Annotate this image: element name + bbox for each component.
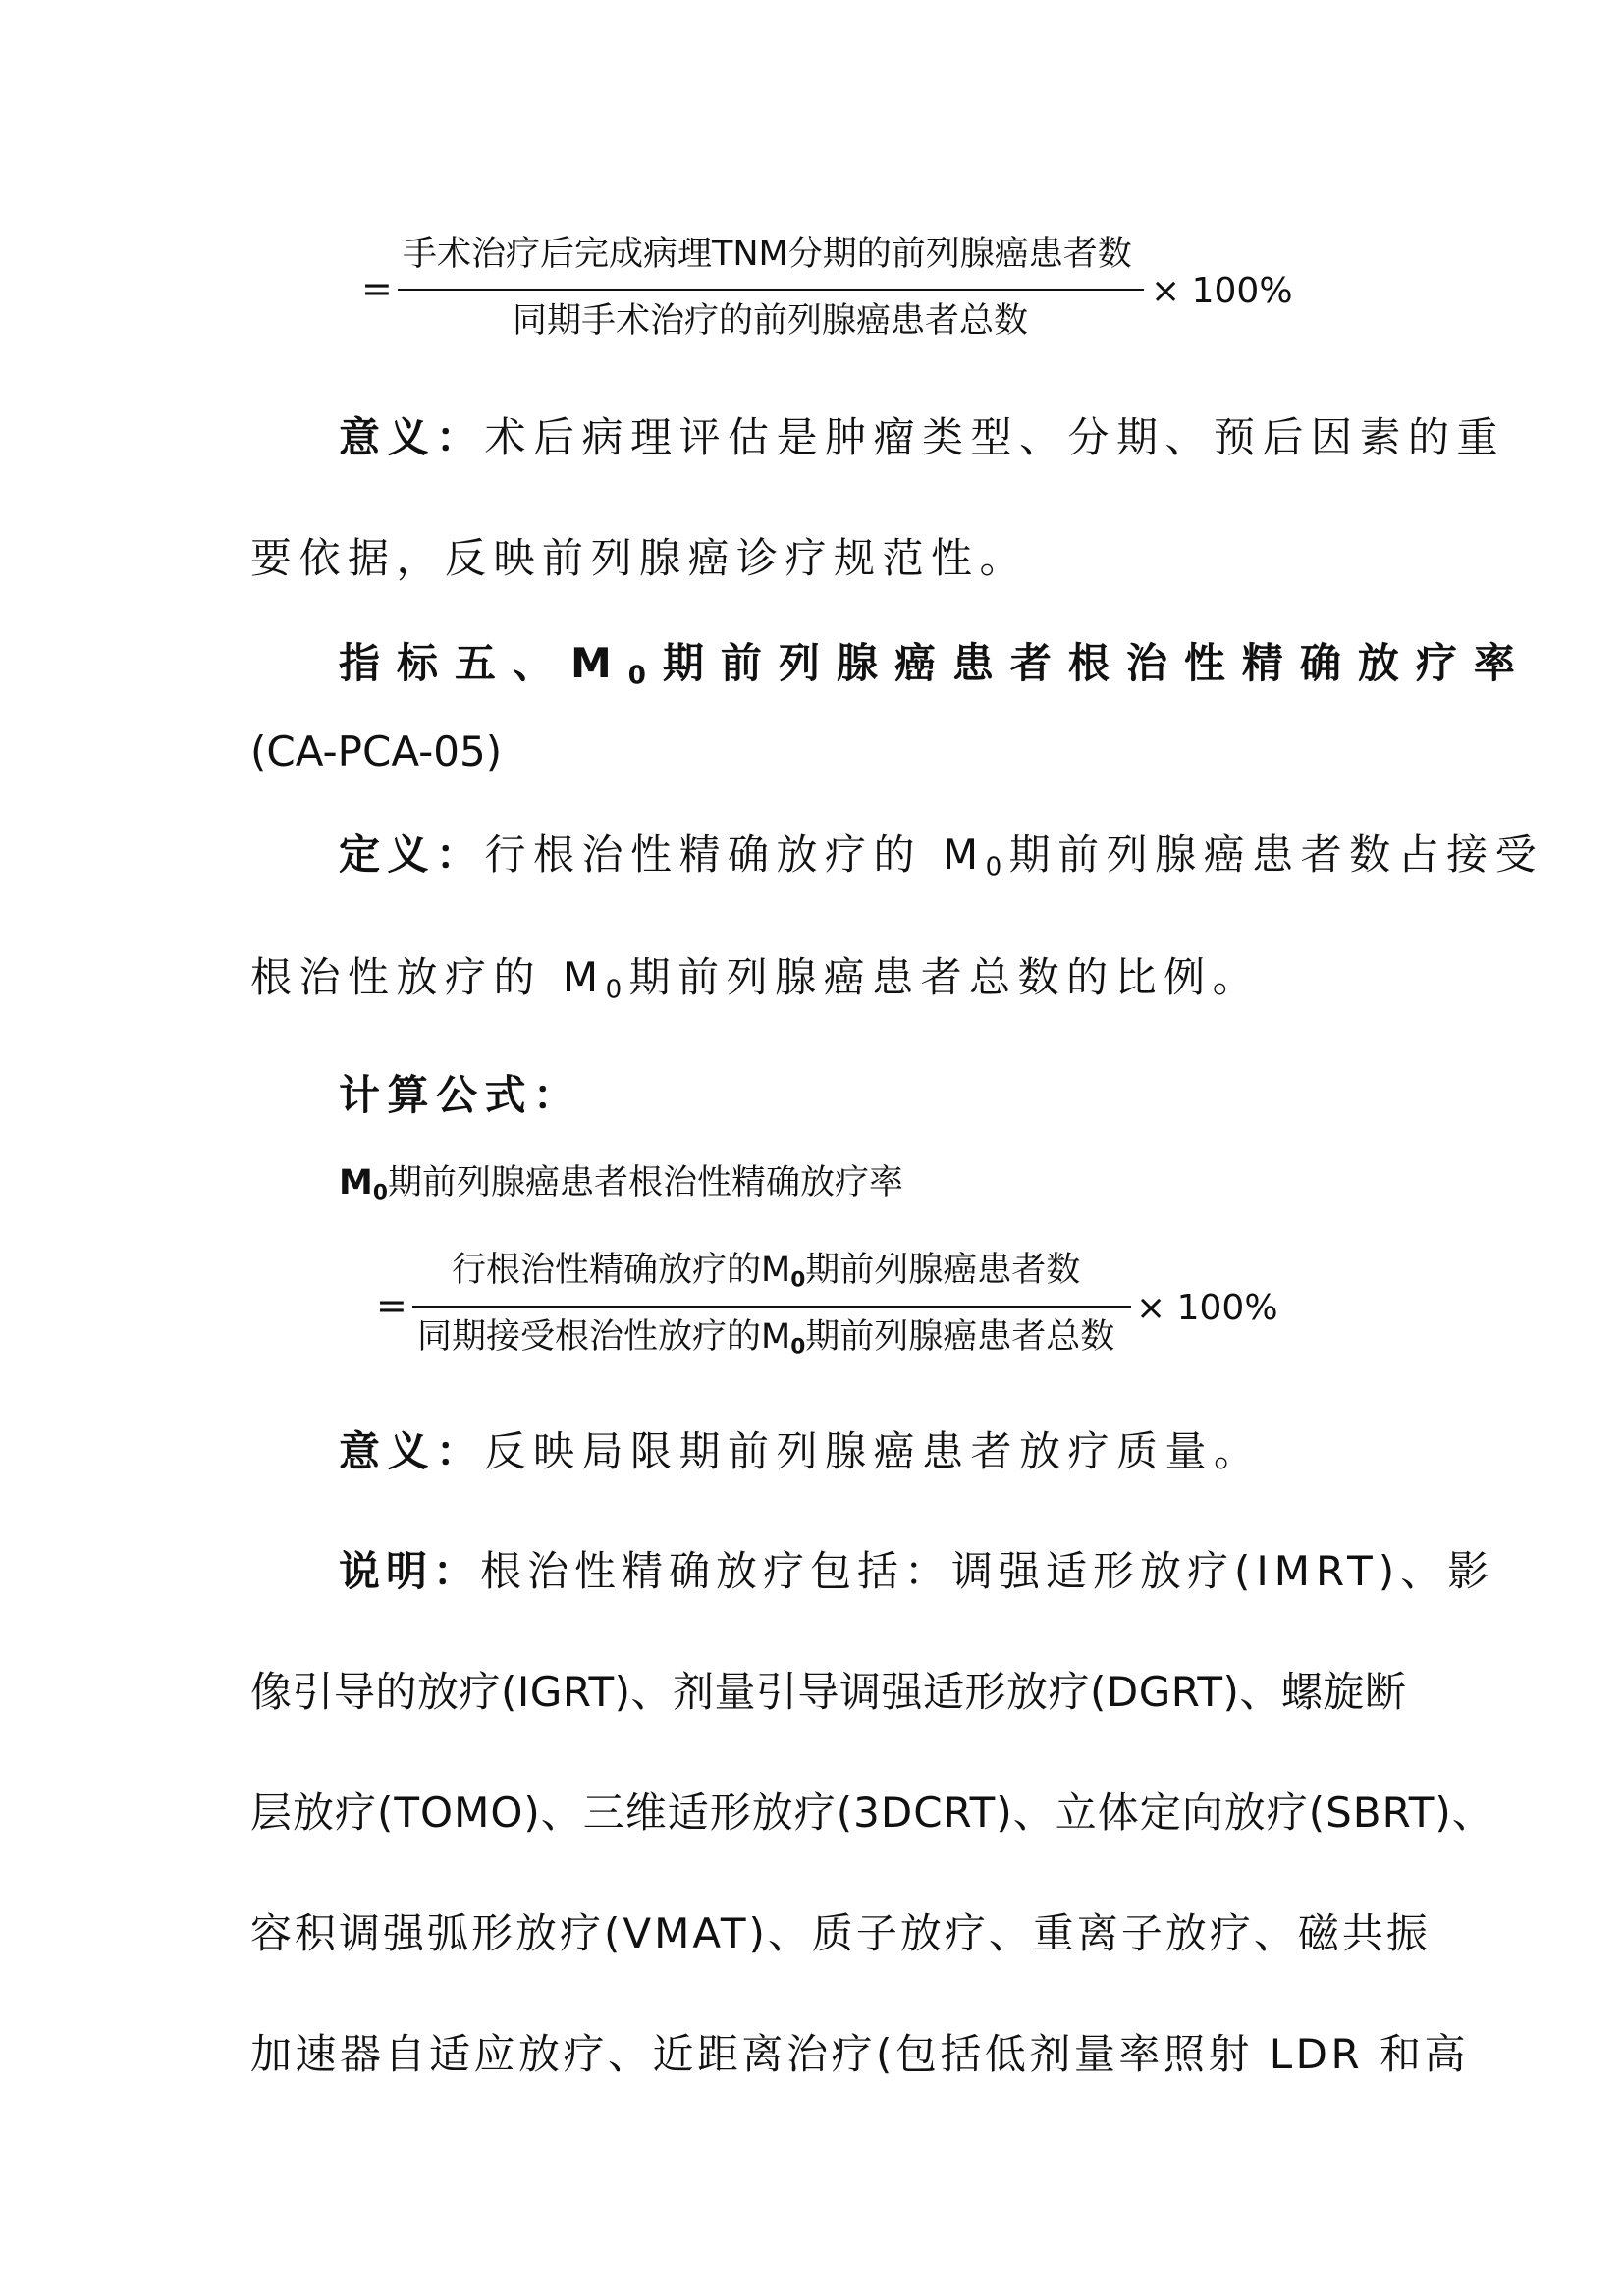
formula-2-denominator-subscript: 0 — [790, 1334, 806, 1360]
formula-2-name-m: M — [339, 1163, 373, 1202]
meaning-1-line-1 — [339, 413, 1506, 461]
formula-1-fraction-bar — [398, 289, 1144, 291]
definition-line-2-b: 期前列腺癌患者总数的比例。 — [628, 953, 1262, 1001]
definition-line-1-b: 期前列腺癌患者数占接受 — [1008, 830, 1544, 879]
indicator-5-title — [339, 639, 1532, 691]
meaning-2-label: 意义： — [339, 1427, 485, 1475]
indicator-5-code: (CA-PCA-05) — [250, 727, 503, 775]
formula-2-numerator-a: 行根治性精确放疗的M — [452, 1251, 791, 1290]
formula-1-denominator: 同期手术治疗的前列腺癌患者总数 — [513, 301, 1029, 341]
formula-heading: 计算公式： — [339, 1071, 582, 1119]
meaning-2 — [339, 1427, 1263, 1475]
definition-line-2-a: 根治性放疗的 M — [250, 953, 606, 1001]
definition-line-2 — [250, 953, 1262, 1005]
indicator-5-title-subscript: 0 — [627, 661, 663, 691]
formula-2-fraction-bar — [412, 1306, 1131, 1308]
note-line-5: 加速器自适应放疗、近距离治疗(包括低剂量率照射 LDR 和高 — [250, 2030, 1470, 2078]
meaning-1-label: 意义： — [339, 413, 485, 461]
note-label: 说明： — [339, 1547, 481, 1595]
formula-2-numerator-subscript: 0 — [790, 1267, 806, 1293]
formula-2-name — [339, 1163, 903, 1205]
note-text-1: 根治性精确放疗包括：调强适形放疗(IMRT)、影 — [480, 1547, 1495, 1595]
formula-2-denominator-a: 同期接受根治性放疗的M — [417, 1317, 791, 1357]
formula-2-numerator-b: 期前列腺癌患者数 — [805, 1251, 1081, 1290]
formula-2-multiplier: × 100% — [1136, 1288, 1278, 1328]
definition-line-1 — [339, 830, 1544, 882]
formula-2-denominator — [417, 1317, 1115, 1360]
indicator-5-title-rest: 期前列腺癌患者根治性精确放疗率 — [662, 639, 1532, 687]
note-line-2: 像引导的放疗(IGRT)、剂量引导调强适形放疗(DGRT)、螺旋断 — [250, 1668, 1407, 1716]
definition-line-1-a: 行根治性精确放疗的 M — [484, 830, 986, 879]
note-line-4: 容积调强弧形放疗(VMAT)、质子放疗、重离子放疗、磁共振 — [250, 1909, 1431, 1957]
definition-line-2-subscript: 0 — [605, 975, 629, 1005]
formula-2-denominator-b: 期前列腺癌患者总数 — [805, 1317, 1115, 1357]
note-line-3: 层放疗(TOMO)、三维适形放疗(3DCRT)、立体定向放疗(SBRT)、 — [250, 1789, 1494, 1837]
meaning-1-text-1: 术后病理评估是肿瘤类型、分期、预后因素的重 — [484, 413, 1506, 461]
indicator-5-title-prefix: 指标五、M — [339, 639, 628, 687]
meaning-2-text: 反映局限期前列腺癌患者放疗质量。 — [484, 1427, 1263, 1475]
formula-2-equals: = — [376, 1284, 407, 1327]
formula-2-name-subscript: 0 — [372, 1180, 388, 1205]
definition-label: 定义： — [339, 830, 485, 879]
note-line-1 — [339, 1547, 1495, 1595]
meaning-1-line-2: 要依据，反映前列腺癌诊疗规范性。 — [250, 534, 1029, 582]
formula-1-multiplier: × 100% — [1151, 271, 1293, 311]
definition-line-1-subscript: 0 — [985, 852, 1009, 882]
formula-2-numerator — [452, 1251, 1081, 1293]
formula-1-equals: = — [361, 267, 393, 310]
formula-2-name-rest: 期前列腺癌患者根治性精确放疗率 — [387, 1163, 903, 1202]
formula-1-numerator: 手术治疗后完成病理TNM分期的前列腺癌患者数 — [403, 235, 1132, 274]
